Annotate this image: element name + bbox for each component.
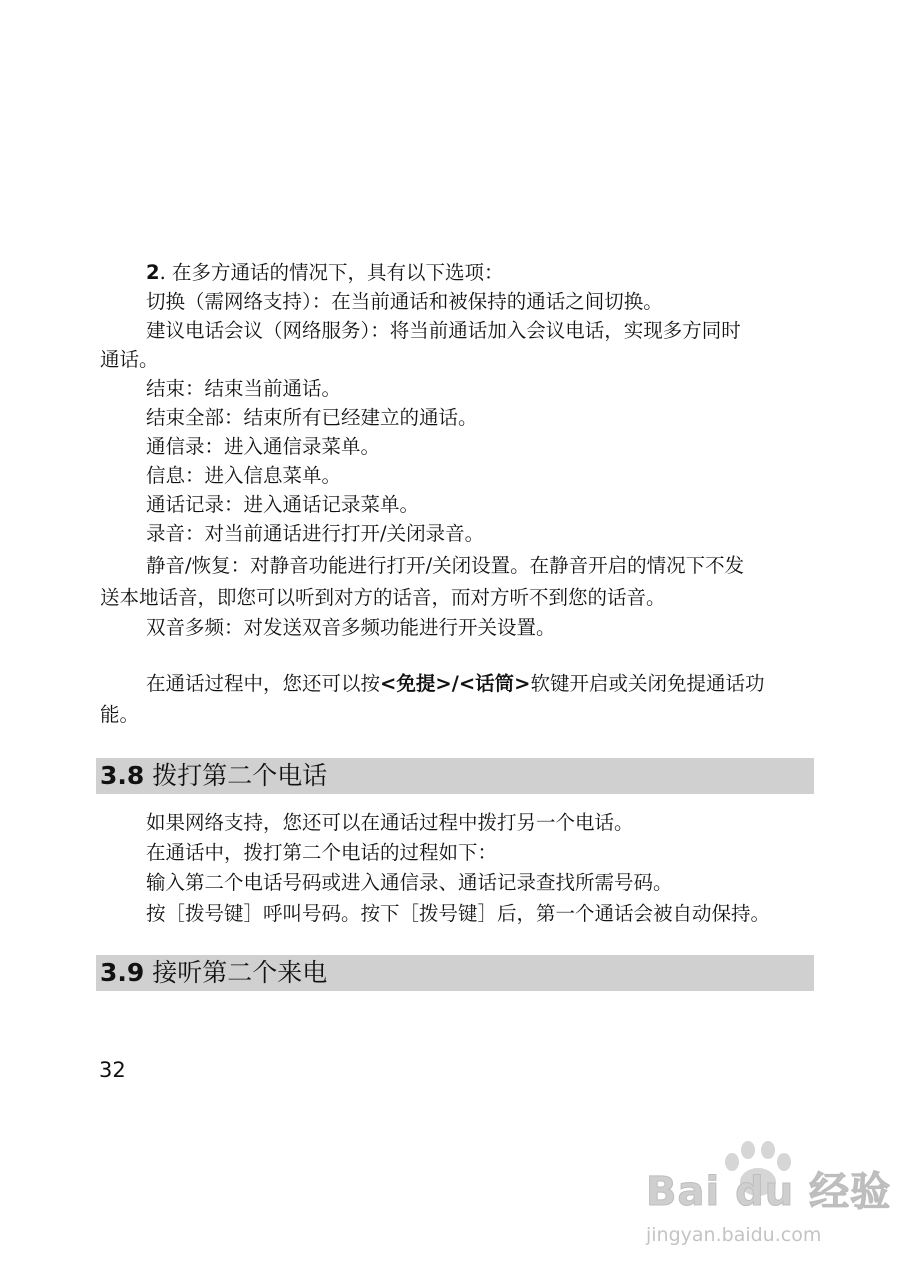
dial-second-line-3: 输入第二个电话号码或进入通信录、通话记录查找所需号码。 [146,871,673,894]
option-dtmf: 双音多频：对发送双音多频功能进行开关设置。 [146,616,556,639]
option-end: 结束：结束当前通话。 [146,377,342,400]
options-intro [146,258,876,287]
option-mute-cont: 送本地话音，即您可以听到对方的话音，而对方听不到您的话音。 [100,586,666,609]
section-heading-3-8 [96,758,814,794]
baidu-jingyan-watermark [646,1140,892,1260]
section-number: 3.9 [100,958,145,987]
handsfree-text-pre: 在通话过程中，您还可以按 [146,672,381,695]
dial-second-line-1: 如果网络支持，您还可以在通话过程中拨打另一个电话。 [146,811,634,834]
handsfree-paragraph-cont: 能。 [100,703,140,726]
section-title: 接听第二个来电 [144,958,328,987]
option-record: 录音：对当前通话进行打开/关闭录音。 [146,522,485,545]
handsfree-text-post: 软键开启或关闭免提通话功 [530,672,765,695]
watermark-url: jingyan.baidu.com [646,1224,822,1246]
option-call-log: 通话记录：进入通话记录菜单。 [146,493,420,516]
section-heading-3-9 [96,955,814,991]
option-contacts: 通信录：进入通信录菜单。 [146,435,381,458]
dial-second-line-4: 按［拨号键］呼叫号码。按下［拨号键］后，第一个通话会被自动保持。 [146,902,771,925]
page-number: 32 [99,1058,126,1082]
option-end-all: 结束全部：结束所有已经建立的通话。 [146,406,478,429]
option-switch: 切换（需网络支持）：在当前通话和被保持的通话之间切换。 [146,290,663,313]
section-number: 3.8 [100,761,145,790]
options-intro-text: . 在多方通话的情况下，具有以下选项： [159,261,504,284]
watermark-brand: Bai du 经验 [646,1169,892,1215]
option-conference-cont: 通话。 [100,348,159,371]
option-conference: 建议电话会议（网络服务）：将当前通话加入会议电话，实现多方同时 [146,319,741,342]
handsfree-softkey: <免提>/<话筒> [380,672,531,695]
handsfree-paragraph [146,669,876,698]
section-title: 拨打第二个电话 [144,761,328,790]
item-number: 2 [146,261,160,284]
option-messages: 信息：进入信息菜单。 [146,464,342,487]
dial-second-line-2: 在通话中，拨打第二个电话的过程如下： [146,841,498,864]
option-mute: 静音/恢复：对静音功能进行打开/关闭设置。在静音开启的情况下不发 [146,554,745,577]
